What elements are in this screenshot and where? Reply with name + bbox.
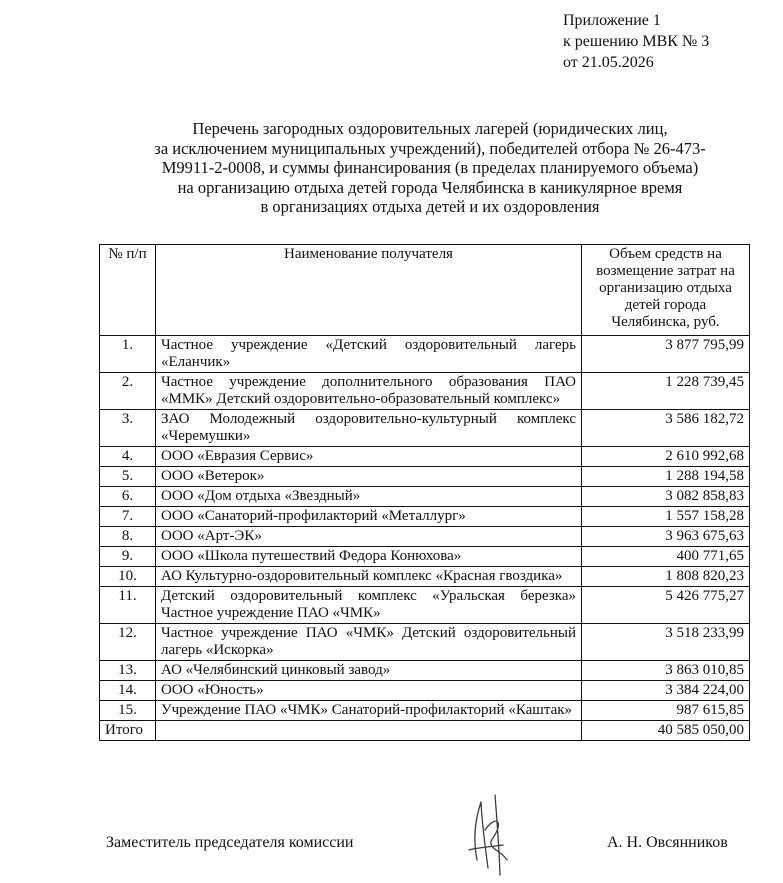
funding-amount: 1 557 158,28 xyxy=(582,507,750,527)
row-number: 10. xyxy=(100,567,156,587)
table-row xyxy=(100,587,750,624)
row-number: 15. xyxy=(100,701,156,721)
signatory-position: Заместитель председателя комиссии xyxy=(106,834,354,851)
row-number: 3. xyxy=(100,410,156,447)
table-row xyxy=(100,410,750,447)
total-row xyxy=(100,721,750,741)
recipient-name: АО Культурно-оздоровительный комплекс «Красная гвоздика» xyxy=(156,567,582,587)
annex-header xyxy=(563,10,709,73)
title-line: М9911-2-0008, и суммы финансирования (в пределах планируемого объема) xyxy=(161,158,699,177)
funding-amount: 3 082 858,83 xyxy=(582,487,750,507)
recipient-name: Частное учреждение дополнительного образования ПАО «ММК» Детский оздоровительно-образовательный комплекс» xyxy=(156,373,582,410)
annex-line-2: к решению МВК № 3 xyxy=(563,33,710,50)
row-number: 6. xyxy=(100,487,156,507)
table-row xyxy=(100,447,750,467)
recipient-name: ООО «Ветерок» xyxy=(156,467,582,487)
title-line: в организациях отдыха детей и их оздоровления xyxy=(260,197,600,216)
total-label: Итого xyxy=(100,721,156,741)
header-number: № п/п xyxy=(100,245,156,336)
recipient-name: Детский оздоровительный комплекс «Уральская березка» Частное учреждение ПАО «ЧМК» xyxy=(156,587,582,624)
funding-amount: 1 228 739,45 xyxy=(582,373,750,410)
funding-amount: 3 963 675,63 xyxy=(582,527,750,547)
recipient-name: ЗАО Молодежный оздоровительно-культурный комплекс «Черемушки» xyxy=(156,410,582,447)
row-number: 12. xyxy=(100,624,156,661)
row-number: 13. xyxy=(100,661,156,681)
document-title xyxy=(95,119,765,217)
annex-line-3: от 21.05.2026 xyxy=(563,54,654,71)
title-line: Перечень загородных оздоровительных лагерей (юридических лиц, xyxy=(192,119,668,138)
title-line: на организацию отдыха детей города Челябинска в каникулярное время xyxy=(177,177,683,197)
table-row xyxy=(100,567,750,587)
row-number: 5. xyxy=(100,467,156,487)
row-number: 8. xyxy=(100,527,156,547)
table-row xyxy=(100,624,750,661)
funding-amount: 1 808 820,23 xyxy=(582,567,750,587)
funding-amount: 3 518 233,99 xyxy=(582,624,750,661)
table-row xyxy=(100,547,750,567)
table-row xyxy=(100,701,750,721)
recipients-table xyxy=(99,244,750,741)
recipient-name: ООО «Юность» xyxy=(156,681,582,701)
table-row xyxy=(100,527,750,547)
funding-amount: 3 586 182,72 xyxy=(582,410,750,447)
table-row xyxy=(100,467,750,487)
row-number: 1. xyxy=(100,336,156,373)
recipient-name: ООО «Арт-ЭК» xyxy=(156,527,582,547)
table-row xyxy=(100,681,750,701)
row-number: 11. xyxy=(100,587,156,624)
funding-amount: 3 863 010,85 xyxy=(582,661,750,681)
funding-amount: 3 384 224,00 xyxy=(582,681,750,701)
total-amount: 40 585 050,00 xyxy=(582,721,750,741)
recipient-name: ООО «Санаторий-профилакторий «Металлург» xyxy=(156,507,582,527)
recipient-name: АО «Челябинский цинковый завод» xyxy=(156,661,582,681)
signature-block xyxy=(0,820,783,880)
table-row xyxy=(100,507,750,527)
table-row xyxy=(100,373,750,410)
funding-amount: 987 615,85 xyxy=(582,701,750,721)
funding-amount: 5 426 775,27 xyxy=(582,587,750,624)
header-amount: Объем средств на возмещение затрат на организацию отдыха детей города Челябинска, руб. xyxy=(582,245,750,336)
recipient-name: ООО «Дом отдыха «Звездный» xyxy=(156,487,582,507)
funding-amount: 400 771,65 xyxy=(582,547,750,567)
table-row xyxy=(100,487,750,507)
annex-line-1: Приложение 1 xyxy=(563,12,661,29)
funding-amount: 3 877 795,99 xyxy=(582,336,750,373)
row-number: 14. xyxy=(100,681,156,701)
row-number: 7. xyxy=(100,507,156,527)
table-row xyxy=(100,661,750,681)
recipient-name: ООО «Евразия Сервис» xyxy=(156,447,582,467)
recipient-name: Учреждение ПАО «ЧМК» Санаторий-профилакторий «Каштак» xyxy=(156,701,582,721)
row-number: 2. xyxy=(100,373,156,410)
row-number: 9. xyxy=(100,547,156,567)
funding-amount: 2 610 992,68 xyxy=(582,447,750,467)
recipient-name: Частное учреждение ПАО «ЧМК» Детский оздоровительный лагерь «Искорка» xyxy=(156,624,582,661)
recipient-name: ООО «Школа путешествий Федора Конюхова» xyxy=(156,547,582,567)
header-recipient-name: Наименование получателя xyxy=(156,245,582,336)
recipient-name: Частное учреждение «Детский оздоровительный лагерь «Еланчик» xyxy=(156,336,582,373)
total-empty-cell xyxy=(156,721,582,741)
handwritten-signature xyxy=(455,790,525,880)
table-header-row xyxy=(100,245,750,336)
row-number: 4. xyxy=(100,447,156,467)
table-row xyxy=(100,336,750,373)
title-line: за исключением муниципальных учреждений), победителей отбора № 26-473- xyxy=(154,138,706,158)
signatory-name: А. Н. Овсянников xyxy=(607,834,728,851)
funding-amount: 1 288 194,58 xyxy=(582,467,750,487)
